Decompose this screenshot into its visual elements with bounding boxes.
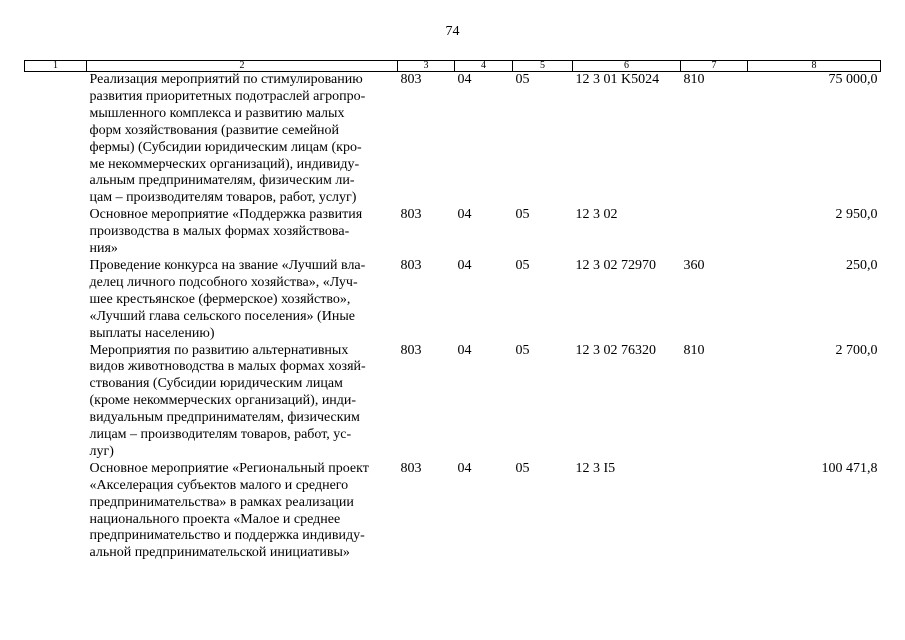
expense-name-cell (87, 343, 398, 461)
expense-name-line: предпринимательство и поддержка индивиду- (89, 528, 365, 544)
amount-cell: 75 000,0 (828, 72, 878, 87)
table-row (25, 207, 881, 258)
expense-name-line: производства в малых формах хозяйствова- (89, 224, 350, 240)
expense-name-line: цам – производителям товаров, работ, услуг) (89, 190, 357, 206)
ministry-code-cell: 803 (400, 342, 422, 358)
expense-name-line: выплаты населению) (89, 325, 215, 341)
budget-table (24, 60, 881, 562)
subsection-code-cell: 05 (515, 72, 530, 87)
section-code-cell: 04 (457, 207, 472, 223)
expense-name-line: «Акселерация субъектов малого и среднего (89, 477, 349, 493)
subsection-code-cell: 05 (515, 257, 530, 273)
expense-name-line: видов животноводства в малых формах хозяй- (89, 359, 366, 375)
subsection-code-cell: 05 (515, 342, 530, 358)
header-col-3: 3 (398, 61, 455, 72)
table-header (25, 61, 881, 72)
section-code-cell: 04 (457, 342, 472, 358)
table-row (25, 461, 881, 562)
amount-cell: 250,0 (846, 257, 878, 273)
expense-name-line: форм хозяйствования (развитие семейной (89, 122, 340, 138)
ministry-code-cell: 803 (400, 460, 422, 476)
table-row (25, 258, 881, 343)
header-col-6: 6 (573, 61, 681, 72)
expense-name-line: луг) (89, 443, 114, 459)
expense-name-line: предпринимательства» в рамках реализации (89, 494, 354, 510)
expense-type-cell: 810 (683, 72, 705, 87)
header-row (25, 61, 881, 72)
header-col-8: 8 (748, 61, 881, 72)
expense-name-cell (87, 461, 398, 562)
expense-name-cell (87, 207, 398, 258)
row-index-cell (25, 72, 87, 208)
expense-type-cell: 810 (683, 342, 705, 358)
expense-name-line: видуальным предпринимателям, физическим (89, 410, 360, 426)
expense-type-cell (681, 461, 748, 562)
expense-name-line: национального проекта «Малое и среднее (89, 511, 341, 527)
target-article-cell: 12 3 I5 (575, 460, 616, 476)
ministry-code-cell: 803 (400, 72, 422, 87)
expense-type-cell (681, 207, 748, 258)
expense-name-line: альной предпринимательской инициативы» (89, 545, 350, 561)
expense-name-line: Основное мероприятие «Региональный проект (89, 460, 369, 476)
expense-name-line: развития приоритетных подотраслей агропро- (89, 88, 366, 104)
row-index-cell (25, 207, 87, 258)
page-number: 74 (445, 24, 460, 39)
amount-cell: 100 471,8 (821, 460, 878, 476)
row-index-cell (25, 461, 87, 562)
expense-name-line: шее крестьянское (фермерское) хозяйство», (89, 291, 351, 307)
expense-name-line: Мероприятия по развитию альтернативных (89, 342, 349, 358)
subsection-code-cell: 05 (515, 460, 530, 476)
target-article-cell: 12 3 02 76320 (575, 342, 656, 358)
expense-name-line: ствования (Субсидии юридическим лицам (89, 376, 343, 392)
table-row (25, 72, 881, 208)
expense-name-cell (87, 258, 398, 343)
amount-cell: 2 950,0 (835, 207, 878, 223)
row-index-cell (25, 258, 87, 343)
expense-type-cell: 360 (683, 257, 705, 273)
expense-name-line: Основное мероприятие «Поддержка развития (89, 207, 363, 223)
table-row (25, 343, 881, 461)
expense-name-line: Проведение конкурса на звание «Лучший вла- (89, 257, 366, 273)
ministry-code-cell: 803 (400, 207, 422, 223)
expense-name-line: ния» (89, 241, 118, 257)
row-index-cell (25, 343, 87, 461)
expense-name-line: мышленного комплекса и развитию малых (89, 105, 345, 121)
expense-name-line: (кроме некоммерческих организаций), инди- (89, 393, 357, 409)
table-body (25, 72, 881, 563)
target-article-cell: 12 3 02 (575, 207, 618, 223)
amount-cell: 2 700,0 (835, 342, 878, 358)
header-col-5: 5 (513, 61, 573, 72)
expense-name-line: фермы) (Субсидии юридическим лицам (кро- (89, 139, 362, 155)
header-col-2: 2 (87, 61, 398, 72)
expense-name-line: делец личного подсобного хозяйства», «Луч- (89, 274, 358, 290)
expense-name-line: Реализация мероприятий по стимулированию (89, 72, 363, 87)
expense-name-line: лицам – производителям товаров, работ, ус- (89, 427, 352, 443)
section-code-cell: 04 (457, 460, 472, 476)
subsection-code-cell: 05 (515, 207, 530, 223)
section-code-cell: 04 (457, 257, 472, 273)
ministry-code-cell: 803 (400, 257, 422, 273)
expense-name-cell (87, 72, 398, 208)
header-col-7: 7 (681, 61, 748, 72)
expense-name-line: альным предпринимателям, физическим ли- (89, 173, 355, 189)
target-article-cell: 12 3 01 K5024 (575, 72, 660, 87)
target-article-cell: 12 3 02 72970 (575, 257, 656, 273)
expense-name-line: «Лучший глава сельского поселения» (Иные (89, 308, 355, 324)
header-col-1: 1 (25, 61, 87, 72)
header-col-4: 4 (455, 61, 513, 72)
expense-name-line: ме некоммерческих организаций), индивиду- (89, 156, 360, 172)
section-code-cell: 04 (457, 72, 472, 87)
